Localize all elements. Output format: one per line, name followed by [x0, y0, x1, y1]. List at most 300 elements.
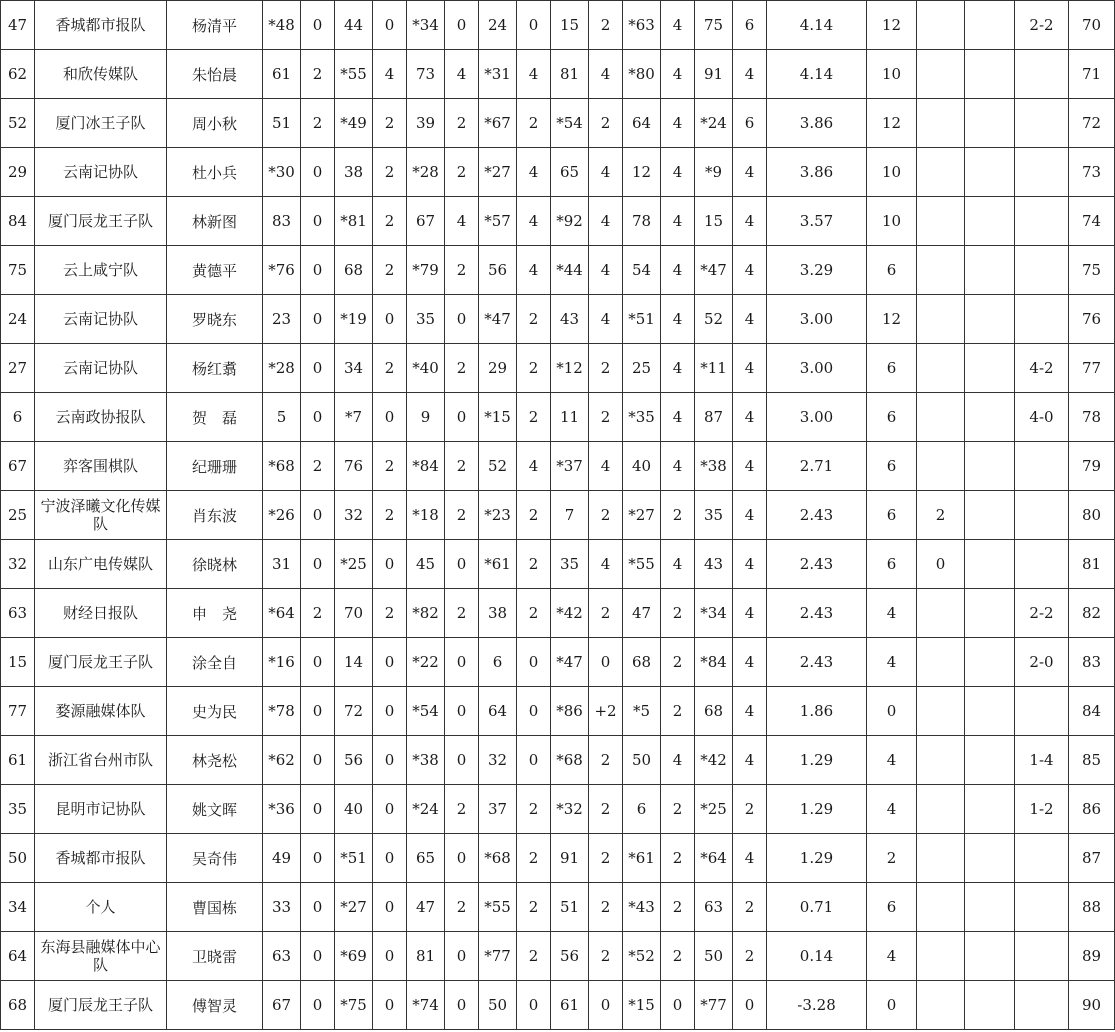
r3-opponent-cell: *38 [407, 736, 445, 785]
r1-score-cell: 0 [301, 687, 335, 736]
tiebreak-value-cell: -3.28 [767, 981, 867, 1030]
r5-score-cell: 2 [589, 883, 623, 932]
r2-opponent-cell: 38 [335, 148, 373, 197]
player-name-cell: 杜小兵 [167, 148, 263, 197]
player-number-cell: 63 [1, 589, 35, 638]
table-row [1, 442, 1115, 491]
r3-opponent-cell: *22 [407, 638, 445, 687]
points-cell: 12 [867, 99, 917, 148]
table-body [1, 1, 1115, 1030]
table-row [1, 393, 1115, 442]
r7-opponent-cell: *9 [695, 148, 733, 197]
r7-score-cell: 4 [733, 197, 767, 246]
head-to-head-cell [1015, 246, 1069, 295]
points-cell: 6 [867, 393, 917, 442]
tiebreak-value-cell: 4.14 [767, 50, 867, 99]
points-cell: 10 [867, 50, 917, 99]
team-name-cell: 昆明市记协队 [35, 785, 167, 834]
r1-opponent-cell: *36 [263, 785, 301, 834]
team-name-cell: 浙江省台州市队 [35, 736, 167, 785]
table-row [1, 99, 1115, 148]
r4-opponent-cell: *57 [479, 197, 517, 246]
r5-opponent-cell: *32 [551, 785, 589, 834]
r4-score-cell: 4 [517, 50, 551, 99]
r3-score-cell: 2 [445, 148, 479, 197]
r1-opponent-cell: *64 [263, 589, 301, 638]
r4-score-cell: 0 [517, 736, 551, 785]
extra-a-cell [917, 687, 965, 736]
r5-opponent-cell: 61 [551, 981, 589, 1030]
r6-score-cell: 4 [661, 442, 695, 491]
rank-cell: 79 [1069, 442, 1115, 491]
points-cell: 4 [867, 785, 917, 834]
r3-score-cell: 0 [445, 687, 479, 736]
points-cell: 4 [867, 638, 917, 687]
tiebreak-value-cell: 3.00 [767, 295, 867, 344]
r6-opponent-cell: 50 [623, 736, 661, 785]
r2-opponent-cell: *25 [335, 540, 373, 589]
player-name-cell: 姚文晖 [167, 785, 263, 834]
r3-score-cell: 2 [445, 589, 479, 638]
r7-opponent-cell: 15 [695, 197, 733, 246]
points-cell: 10 [867, 148, 917, 197]
r4-opponent-cell: 38 [479, 589, 517, 638]
r2-opponent-cell: *81 [335, 197, 373, 246]
r1-opponent-cell: 49 [263, 834, 301, 883]
r1-score-cell: 0 [301, 834, 335, 883]
points-cell: 4 [867, 736, 917, 785]
tiebreak-value-cell: 3.86 [767, 148, 867, 197]
r2-score-cell: 0 [373, 638, 407, 687]
points-cell: 6 [867, 540, 917, 589]
r7-opponent-cell: 50 [695, 932, 733, 981]
r1-opponent-cell: *62 [263, 736, 301, 785]
r5-opponent-cell: *47 [551, 638, 589, 687]
table-row [1, 736, 1115, 785]
rank-cell: 83 [1069, 638, 1115, 687]
extra-a-cell [917, 442, 965, 491]
r1-score-cell: 0 [301, 491, 335, 540]
r1-opponent-cell: *30 [263, 148, 301, 197]
r7-opponent-cell: 52 [695, 295, 733, 344]
extra-b-cell [965, 883, 1015, 932]
r7-opponent-cell: 68 [695, 687, 733, 736]
r2-opponent-cell: 40 [335, 785, 373, 834]
r1-score-cell: 0 [301, 148, 335, 197]
r2-opponent-cell: 68 [335, 246, 373, 295]
r3-opponent-cell: *24 [407, 785, 445, 834]
team-name-cell: 山东广电传媒队 [35, 540, 167, 589]
r5-opponent-cell: 7 [551, 491, 589, 540]
tiebreak-value-cell: 2.43 [767, 638, 867, 687]
r3-opponent-cell: 9 [407, 393, 445, 442]
r5-score-cell: 2 [589, 393, 623, 442]
r7-opponent-cell: *42 [695, 736, 733, 785]
team-name-cell: 个人 [35, 883, 167, 932]
head-to-head-cell [1015, 491, 1069, 540]
rank-cell: 90 [1069, 981, 1115, 1030]
extra-a-cell [917, 1, 965, 50]
r1-opponent-cell: *28 [263, 344, 301, 393]
r2-opponent-cell: *69 [335, 932, 373, 981]
r1-score-cell: 0 [301, 393, 335, 442]
table-row [1, 197, 1115, 246]
r5-opponent-cell: *44 [551, 246, 589, 295]
r7-opponent-cell: *38 [695, 442, 733, 491]
r7-score-cell: 4 [733, 589, 767, 638]
r7-opponent-cell: *77 [695, 981, 733, 1030]
r4-score-cell: 0 [517, 687, 551, 736]
points-cell: 4 [867, 932, 917, 981]
r6-opponent-cell: 68 [623, 638, 661, 687]
player-number-cell: 64 [1, 932, 35, 981]
tiebreak-value-cell: 1.29 [767, 785, 867, 834]
team-name-cell: 云南记协队 [35, 295, 167, 344]
r2-opponent-cell: *19 [335, 295, 373, 344]
r4-score-cell: 0 [517, 981, 551, 1030]
r1-opponent-cell: 63 [263, 932, 301, 981]
team-name-cell: 云南记协队 [35, 344, 167, 393]
table-row [1, 834, 1115, 883]
team-name-cell: 云上咸宁队 [35, 246, 167, 295]
r7-score-cell: 6 [733, 1, 767, 50]
extra-a-cell [917, 295, 965, 344]
r5-opponent-cell: 91 [551, 834, 589, 883]
table-row [1, 540, 1115, 589]
r6-opponent-cell: *55 [623, 540, 661, 589]
head-to-head-cell: 2-0 [1015, 638, 1069, 687]
team-name-cell: 弈客围棋队 [35, 442, 167, 491]
r4-score-cell: 0 [517, 1, 551, 50]
r6-opponent-cell: *43 [623, 883, 661, 932]
r7-score-cell: 6 [733, 99, 767, 148]
r5-opponent-cell: 51 [551, 883, 589, 932]
extra-a-cell [917, 638, 965, 687]
r2-score-cell: 0 [373, 295, 407, 344]
player-name-cell: 肖东波 [167, 491, 263, 540]
r7-score-cell: 0 [733, 981, 767, 1030]
table-row [1, 981, 1115, 1030]
points-cell: 6 [867, 246, 917, 295]
r2-opponent-cell: 14 [335, 638, 373, 687]
r5-opponent-cell: *54 [551, 99, 589, 148]
r5-opponent-cell: *68 [551, 736, 589, 785]
extra-b-cell [965, 99, 1015, 148]
r2-score-cell: 2 [373, 148, 407, 197]
tiebreak-value-cell: 1.86 [767, 687, 867, 736]
r3-opponent-cell: *82 [407, 589, 445, 638]
r7-opponent-cell: *47 [695, 246, 733, 295]
r7-opponent-cell: 35 [695, 491, 733, 540]
r6-score-cell: 4 [661, 344, 695, 393]
r4-score-cell: 2 [517, 589, 551, 638]
r7-score-cell: 4 [733, 393, 767, 442]
r4-opponent-cell: 64 [479, 687, 517, 736]
r2-score-cell: 2 [373, 491, 407, 540]
r5-score-cell: 4 [589, 295, 623, 344]
r3-score-cell: 0 [445, 638, 479, 687]
player-number-cell: 68 [1, 981, 35, 1030]
team-name-cell: 厦门辰龙王子队 [35, 197, 167, 246]
r3-opponent-cell: 47 [407, 883, 445, 932]
r2-score-cell: 0 [373, 393, 407, 442]
r4-opponent-cell: *61 [479, 540, 517, 589]
r3-score-cell: 4 [445, 197, 479, 246]
r1-score-cell: 0 [301, 785, 335, 834]
r7-score-cell: 4 [733, 148, 767, 197]
rank-cell: 84 [1069, 687, 1115, 736]
r5-score-cell: 4 [589, 50, 623, 99]
r6-opponent-cell: *15 [623, 981, 661, 1030]
team-name-cell: 云南记协队 [35, 148, 167, 197]
r7-score-cell: 4 [733, 246, 767, 295]
extra-a-cell [917, 246, 965, 295]
team-name-cell: 厦门辰龙王子队 [35, 981, 167, 1030]
r4-opponent-cell: *31 [479, 50, 517, 99]
player-number-cell: 50 [1, 834, 35, 883]
player-name-cell: 林新图 [167, 197, 263, 246]
player-number-cell: 29 [1, 148, 35, 197]
r2-score-cell: 0 [373, 736, 407, 785]
r3-opponent-cell: *54 [407, 687, 445, 736]
r3-score-cell: 2 [445, 246, 479, 295]
player-number-cell: 52 [1, 99, 35, 148]
extra-b-cell [965, 344, 1015, 393]
r1-score-cell: 0 [301, 736, 335, 785]
r6-score-cell: 4 [661, 197, 695, 246]
r7-score-cell: 4 [733, 344, 767, 393]
r2-score-cell: 0 [373, 1, 407, 50]
r4-opponent-cell: *67 [479, 99, 517, 148]
r2-score-cell: 0 [373, 834, 407, 883]
r2-score-cell: 0 [373, 932, 407, 981]
r4-score-cell: 2 [517, 295, 551, 344]
r6-opponent-cell: *63 [623, 1, 661, 50]
r3-opponent-cell: 45 [407, 540, 445, 589]
r2-score-cell: 2 [373, 197, 407, 246]
r5-score-cell: 0 [589, 981, 623, 1030]
r3-score-cell: 2 [445, 491, 479, 540]
table-row [1, 491, 1115, 540]
r4-score-cell: 2 [517, 344, 551, 393]
head-to-head-cell: 4-2 [1015, 344, 1069, 393]
r6-opponent-cell: *35 [623, 393, 661, 442]
r1-opponent-cell: 31 [263, 540, 301, 589]
table-row [1, 344, 1115, 393]
extra-a-cell [917, 834, 965, 883]
player-number-cell: 32 [1, 540, 35, 589]
r6-score-cell: 2 [661, 589, 695, 638]
r6-opponent-cell: *80 [623, 50, 661, 99]
head-to-head-cell: 4-0 [1015, 393, 1069, 442]
head-to-head-cell: 1-4 [1015, 736, 1069, 785]
extra-a-cell [917, 589, 965, 638]
table-row [1, 687, 1115, 736]
r1-opponent-cell: 67 [263, 981, 301, 1030]
r6-opponent-cell: *51 [623, 295, 661, 344]
r6-opponent-cell: 54 [623, 246, 661, 295]
r7-score-cell: 4 [733, 638, 767, 687]
r2-opponent-cell: 44 [335, 1, 373, 50]
head-to-head-cell [1015, 50, 1069, 99]
r6-score-cell: 4 [661, 99, 695, 148]
r5-opponent-cell: *92 [551, 197, 589, 246]
tiebreak-value-cell: 1.29 [767, 834, 867, 883]
team-name-cell: 厦门辰龙王子队 [35, 638, 167, 687]
r7-score-cell: 2 [733, 883, 767, 932]
r1-opponent-cell: *26 [263, 491, 301, 540]
r2-score-cell: 0 [373, 785, 407, 834]
r1-score-cell: 0 [301, 344, 335, 393]
player-number-cell: 35 [1, 785, 35, 834]
r5-score-cell: 0 [589, 638, 623, 687]
extra-a-cell [917, 981, 965, 1030]
r6-opponent-cell: 64 [623, 99, 661, 148]
r7-opponent-cell: 43 [695, 540, 733, 589]
r2-score-cell: 2 [373, 344, 407, 393]
r6-score-cell: 4 [661, 736, 695, 785]
team-name-cell: 香城都市报队 [35, 1, 167, 50]
r5-score-cell: 2 [589, 785, 623, 834]
r1-score-cell: 2 [301, 442, 335, 491]
r4-opponent-cell: *77 [479, 932, 517, 981]
r4-score-cell: 2 [517, 99, 551, 148]
team-name-cell: 香城都市报队 [35, 834, 167, 883]
extra-b-cell [965, 442, 1015, 491]
r1-score-cell: 2 [301, 589, 335, 638]
r6-opponent-cell: *27 [623, 491, 661, 540]
r2-opponent-cell: 70 [335, 589, 373, 638]
r6-score-cell: 4 [661, 148, 695, 197]
r6-score-cell: 4 [661, 1, 695, 50]
points-cell: 6 [867, 883, 917, 932]
head-to-head-cell [1015, 99, 1069, 148]
r2-opponent-cell: *51 [335, 834, 373, 883]
r1-score-cell: 0 [301, 638, 335, 687]
r4-opponent-cell: 52 [479, 442, 517, 491]
r5-score-cell: 2 [589, 491, 623, 540]
r4-opponent-cell: *55 [479, 883, 517, 932]
player-number-cell: 67 [1, 442, 35, 491]
extra-a-cell [917, 883, 965, 932]
tiebreak-value-cell: 3.86 [767, 99, 867, 148]
r3-opponent-cell: 73 [407, 50, 445, 99]
player-number-cell: 6 [1, 393, 35, 442]
head-to-head-cell [1015, 295, 1069, 344]
head-to-head-cell [1015, 148, 1069, 197]
rank-cell: 85 [1069, 736, 1115, 785]
player-name-cell: 杨清平 [167, 1, 263, 50]
extra-b-cell [965, 932, 1015, 981]
extra-a-cell [917, 785, 965, 834]
r4-score-cell: 2 [517, 540, 551, 589]
points-cell: 12 [867, 1, 917, 50]
tiebreak-value-cell: 2.43 [767, 491, 867, 540]
player-name-cell: 傅智灵 [167, 981, 263, 1030]
r4-score-cell: 2 [517, 932, 551, 981]
points-cell: 6 [867, 491, 917, 540]
player-number-cell: 75 [1, 246, 35, 295]
r7-opponent-cell: 75 [695, 1, 733, 50]
r1-score-cell: 0 [301, 295, 335, 344]
extra-b-cell [965, 246, 1015, 295]
team-name-cell: 东海县融媒体中心队 [35, 932, 167, 981]
r6-opponent-cell: *61 [623, 834, 661, 883]
r3-opponent-cell: *79 [407, 246, 445, 295]
rank-cell: 86 [1069, 785, 1115, 834]
extra-a-cell [917, 393, 965, 442]
r7-score-cell: 2 [733, 785, 767, 834]
team-name-cell: 云南政协报队 [35, 393, 167, 442]
r3-score-cell: 2 [445, 344, 479, 393]
r7-score-cell: 4 [733, 295, 767, 344]
r5-opponent-cell: 65 [551, 148, 589, 197]
r3-score-cell: 4 [445, 50, 479, 99]
table-row [1, 883, 1115, 932]
r5-score-cell: 2 [589, 344, 623, 393]
r1-opponent-cell: 33 [263, 883, 301, 932]
r4-opponent-cell: *23 [479, 491, 517, 540]
r1-opponent-cell: *68 [263, 442, 301, 491]
r6-opponent-cell: 12 [623, 148, 661, 197]
tiebreak-value-cell: 1.29 [767, 736, 867, 785]
extra-b-cell [965, 540, 1015, 589]
r5-opponent-cell: 56 [551, 932, 589, 981]
points-cell: 12 [867, 295, 917, 344]
points-cell: 2 [867, 834, 917, 883]
r2-opponent-cell: *27 [335, 883, 373, 932]
r3-score-cell: 0 [445, 932, 479, 981]
points-cell: 4 [867, 589, 917, 638]
extra-b-cell [965, 785, 1015, 834]
rank-cell: 75 [1069, 246, 1115, 295]
tiebreak-value-cell: 3.57 [767, 197, 867, 246]
r1-opponent-cell: 51 [263, 99, 301, 148]
extra-b-cell [965, 687, 1015, 736]
r7-opponent-cell: *64 [695, 834, 733, 883]
player-name-cell: 杨红翥 [167, 344, 263, 393]
r5-score-cell: 4 [589, 197, 623, 246]
team-name-cell: 财经日报队 [35, 589, 167, 638]
r2-score-cell: 2 [373, 99, 407, 148]
r5-opponent-cell: 11 [551, 393, 589, 442]
r6-opponent-cell: 25 [623, 344, 661, 393]
r4-score-cell: 2 [517, 491, 551, 540]
table-row [1, 246, 1115, 295]
extra-b-cell [965, 589, 1015, 638]
r4-opponent-cell: *47 [479, 295, 517, 344]
player-number-cell: 24 [1, 295, 35, 344]
points-cell: 6 [867, 344, 917, 393]
rank-cell: 77 [1069, 344, 1115, 393]
r2-opponent-cell: 34 [335, 344, 373, 393]
rank-cell: 88 [1069, 883, 1115, 932]
r6-score-cell: 2 [661, 883, 695, 932]
rank-cell: 87 [1069, 834, 1115, 883]
extra-b-cell [965, 981, 1015, 1030]
head-to-head-cell [1015, 197, 1069, 246]
player-name-cell: 卫晓雷 [167, 932, 263, 981]
r3-score-cell: 2 [445, 883, 479, 932]
r5-score-cell: 2 [589, 99, 623, 148]
r7-opponent-cell: 87 [695, 393, 733, 442]
r1-opponent-cell: 5 [263, 393, 301, 442]
table-row [1, 785, 1115, 834]
r3-score-cell: 0 [445, 834, 479, 883]
r4-score-cell: 0 [517, 638, 551, 687]
rank-cell: 71 [1069, 50, 1115, 99]
r1-score-cell: 0 [301, 1, 335, 50]
